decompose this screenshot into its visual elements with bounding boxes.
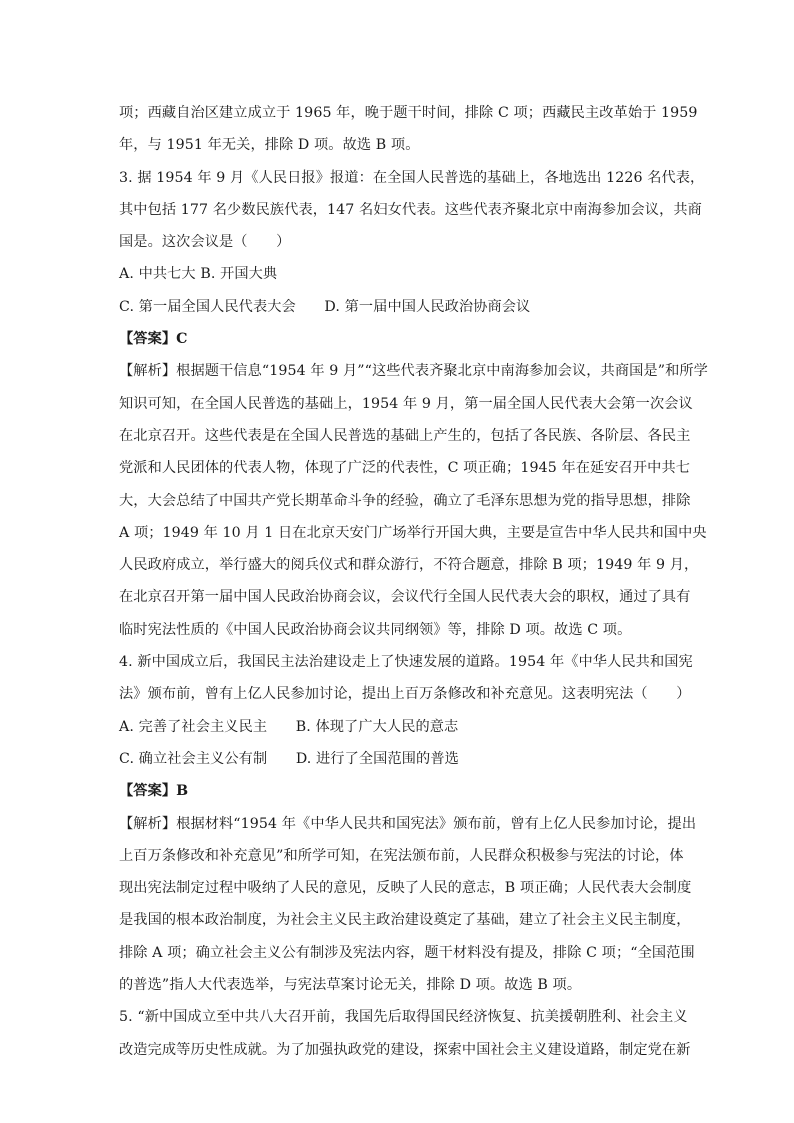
text-line: 临时宪法性质的《中国人民政治协商会议共同纲领》等，排除 D 项。故选 C 项。 [119, 621, 632, 638]
text-line: 上百万条修改和补充意见”和所学可知，在宪法颁布前，人民群众积极参与宪法的讨论，体 [119, 847, 684, 864]
text-line: 是我国的根本政治制度，为社会主义民主政治建设奠定了基础，建立了社会主义民主制度， [119, 912, 691, 929]
text-line: 在北京召开。这些代表是在全国人民普选的基础上产生的，包括了各民族、各阶层、各民主 [119, 427, 691, 444]
question-5-stem: 5. “新中国成立至中共八大召开前，我国先后取得国民经济恢复、抗美援朝胜利、社会主义 [119, 1009, 688, 1026]
question-3-stem: 3. 据 1954 年 9 月《人民日报》报道：在全国人民普选的基础上，各地选出 1226 名代表， [119, 169, 705, 186]
document-body [119, 97, 708, 1066]
text-line: 年，与 1951 年无关，排除 D 项。故选 B 项。 [119, 137, 420, 154]
text-line: 的普选”指人大代表选举，与宪法草案讨论无关，排除 D 项。故选 B 项。 [119, 977, 582, 994]
question-4-stem: 4. 新中国成立后，我国民主法治建设走上了快速发展的道路。1954 年《中华人民共和国宪 [119, 654, 693, 671]
text-line: 其中包括 177 名少数民族代表，147 名妇女代表。这些代表齐聚北京中南海参加会议，共商 [119, 201, 702, 218]
question-3-options-cd: C. 第一届全国人民代表大会 D. 第一届中国人民政治协商会议 [119, 298, 531, 315]
text-line: 排除 A 项；确立社会主义公有制涉及宪法内容，题干材料没有提及，排除 C 项；“全国范围 [119, 944, 695, 961]
question-3-answer: 【答案】C [119, 331, 188, 348]
text-line: 大，大会总结了中国共产党长期革命斗争的经验，确立了毛泽东思想为党的指导思想，排除 [119, 492, 691, 509]
question-4-answer: 【答案】B [119, 783, 189, 800]
text-line: 知识可知，在全国人民普选的基础上，1954 年 9 月，第一届全国人民代表大会第一次会议 [119, 395, 693, 412]
text-line: 人民政府成立，举行盛大的阅兵仪式和群众游行，不符合题意，排除 B 项；1949 年 9 月， [119, 557, 699, 574]
question-4-options-cd: C. 确立社会主义公有制 D. 进行了全国范围的普选 [119, 750, 459, 767]
question-3-analysis: 【解析】根据题干信息“1954 年 9 月”“这些代表齐聚北京中南海参加会议，共商国是”和所学 [119, 363, 708, 380]
text-line: 法》颁布前，曾有上亿人民参加讨论，提出上百万条修改和补充意见。这表明宪法（ ） [119, 686, 691, 703]
text-line: 国是。这次会议是（ ） [119, 234, 291, 251]
question-4-analysis: 【解析】根据材料“1954 年《中华人民共和国宪法》颁布前，曾有上亿人民参加讨论，提出 [119, 815, 697, 832]
text-line: 党派和人民团体的代表人物，体现了广泛的代表性，C 项正确；1945 年在延安召开中共七 [119, 460, 691, 477]
text-line: 现出宪法制定过程中吸纳了人民的意见，反映了人民的意志，B 项正确；人民代表大会制度 [119, 880, 692, 897]
question-3-options-ab: A. 中共七大 B. 开国大典 [119, 266, 278, 283]
text-line: 改造完成等历史性成就。为了加强执政党的建设，探索中国社会主义建设道路，制定党在新 [119, 1041, 691, 1058]
text-line: A 项；1949 年 10 月 1 日在北京天安门广场举行开国大典，主要是宣告中华人民共和国中央 [119, 524, 707, 541]
text-line: 项；西藏自治区建立成立于 1965 年，晚于题干时间，排除 C 项；西藏民主改革始于 1959 [119, 105, 698, 121]
question-4-options-ab: A. 完善了社会主义民主 B. 体现了广大人民的意志 [119, 718, 459, 735]
text-line: 在北京召开第一届中国人民政治协商会议，会议代行全国人民代表大会的职权，通过了具有 [119, 589, 691, 606]
